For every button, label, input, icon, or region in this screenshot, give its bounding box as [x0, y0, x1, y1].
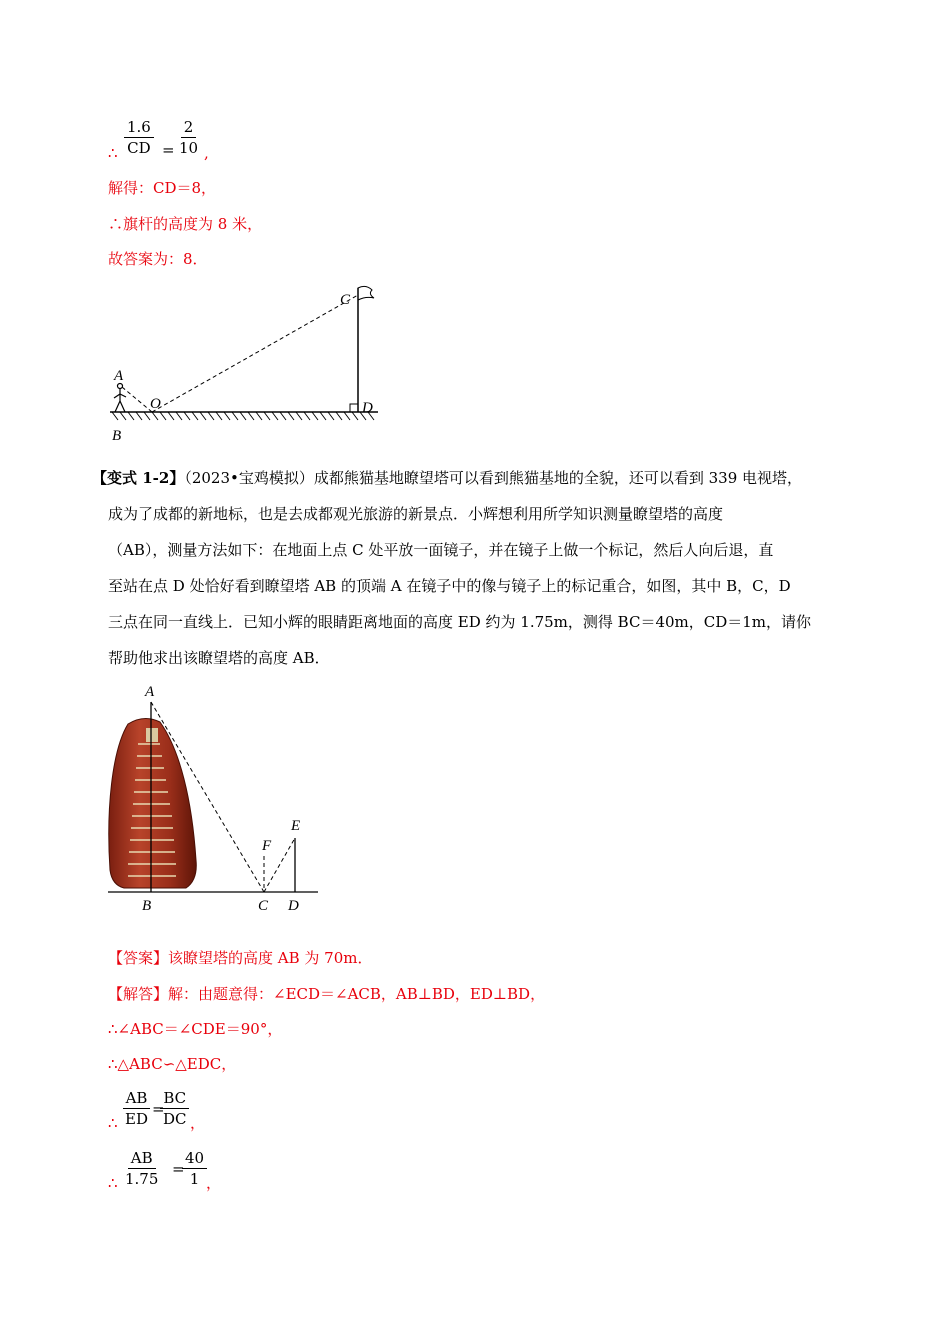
- fraction-denominator: 10: [179, 139, 199, 157]
- comma: ,: [204, 144, 209, 162]
- problem-line-3: （AB），测量方法如下：在地面上点 C 处平放一面镜子，并在镜子上做一个标记，然后人向后退，直: [108, 541, 774, 559]
- fraction-denominator: CD: [127, 139, 151, 157]
- problem-line-4: 至站在点 D 处恰好看到瞭望塔 AB 的顶端 A 在镜子中的像与镜子上的标记重合，如图，其中 B，C，D: [108, 577, 791, 595]
- fraction-ab-over-ed: [122, 1089, 151, 1128]
- flagpole-height-line: ∴旗杆的高度为 8 米，: [108, 215, 263, 233]
- label-o: O: [150, 396, 161, 412]
- label-d: D: [362, 400, 373, 416]
- comma: ，: [206, 1174, 222, 1192]
- fraction-numerator: 2: [181, 118, 197, 138]
- flag-icon: [358, 286, 374, 300]
- tower-mirror-figure: [100, 680, 330, 920]
- equals-sign: =: [162, 141, 175, 159]
- answer-line: 故答案为：8．: [108, 250, 208, 268]
- problem-line-6: 帮助他求出该瞭望塔的高度 AB．: [108, 649, 330, 667]
- sightline-a-o: [122, 387, 152, 412]
- problem-line-1: [92, 460, 802, 496]
- fraction-2-over-10: [176, 118, 201, 157]
- label-c: C: [258, 898, 269, 914]
- tower-top: [146, 728, 158, 742]
- equals-sign: =: [152, 1100, 165, 1118]
- similar-line: ∴△ABC∽△EDC，: [108, 1055, 237, 1073]
- label-f: F: [262, 838, 272, 854]
- problem-line-2: 成为了成都的新地标，也是去成都观光旅游的新景点．小辉想利用所学知识测量瞭望塔的高度: [108, 505, 724, 523]
- comma: ，: [190, 1114, 206, 1132]
- label-b: B: [142, 898, 152, 914]
- fraction-bc-over-dc: [160, 1089, 190, 1128]
- fraction-numerator: AB: [123, 1089, 151, 1109]
- fraction-numerator: 40: [182, 1149, 207, 1169]
- ground-hatching: [112, 412, 374, 420]
- fraction-denominator: 1.75: [125, 1170, 159, 1188]
- flagpole-mirror-figure: [100, 270, 390, 450]
- solve-line: 解得：CD＝8，: [108, 179, 217, 197]
- therefore-symbol: ∴: [108, 144, 118, 162]
- person-icon: [114, 384, 126, 413]
- label-d: D: [288, 898, 299, 914]
- fraction-1-6-over-cd: [124, 118, 154, 157]
- fraction-denominator: 1: [189, 1170, 200, 1188]
- label-e: E: [291, 818, 301, 834]
- fraction-ab-over-1-75: [122, 1149, 161, 1188]
- analysis-line: 【解答】解：由题意得：∠ECD＝∠ACB，AB⊥BD，ED⊥BD，: [108, 985, 546, 1003]
- label-a: A: [114, 368, 124, 384]
- problem-tag: 【变式 1-2】: [92, 469, 185, 487]
- fraction-denominator: DC: [163, 1110, 187, 1128]
- sightline-o-c: [152, 295, 358, 412]
- fraction-numerator: 1.6: [124, 118, 154, 138]
- therefore-symbol: ∴: [108, 1114, 118, 1132]
- fraction-numerator: BC: [160, 1089, 189, 1109]
- fraction-numerator: AB: [128, 1149, 156, 1169]
- fraction-denominator: ED: [125, 1110, 148, 1128]
- answer-line: 【答案】该瞭望塔的高度 AB 为 70m．: [108, 949, 373, 967]
- problem-line-5: 三点在同一直线上．已知小辉的眼睛距离地面的高度 ED 约为 1.75m，测得 BC＝40m，CD＝1m，请你: [108, 613, 812, 631]
- label-c: C: [340, 292, 351, 308]
- equals-sign: =: [172, 1160, 185, 1178]
- problem-text-1: （2023•宝鸡模拟）成都熊猫基地瞭望塔可以看到熊猫基地的全貌，还可以看到 339 电视塔，: [184, 469, 803, 487]
- angle-line: ∴∠ABC＝∠CDE＝90°，: [108, 1020, 283, 1038]
- label-b: B: [112, 428, 122, 444]
- right-angle-mark: [350, 404, 358, 412]
- fraction-40-over-1: [182, 1149, 207, 1188]
- label-a: A: [145, 684, 155, 700]
- therefore-symbol: ∴: [108, 1174, 118, 1192]
